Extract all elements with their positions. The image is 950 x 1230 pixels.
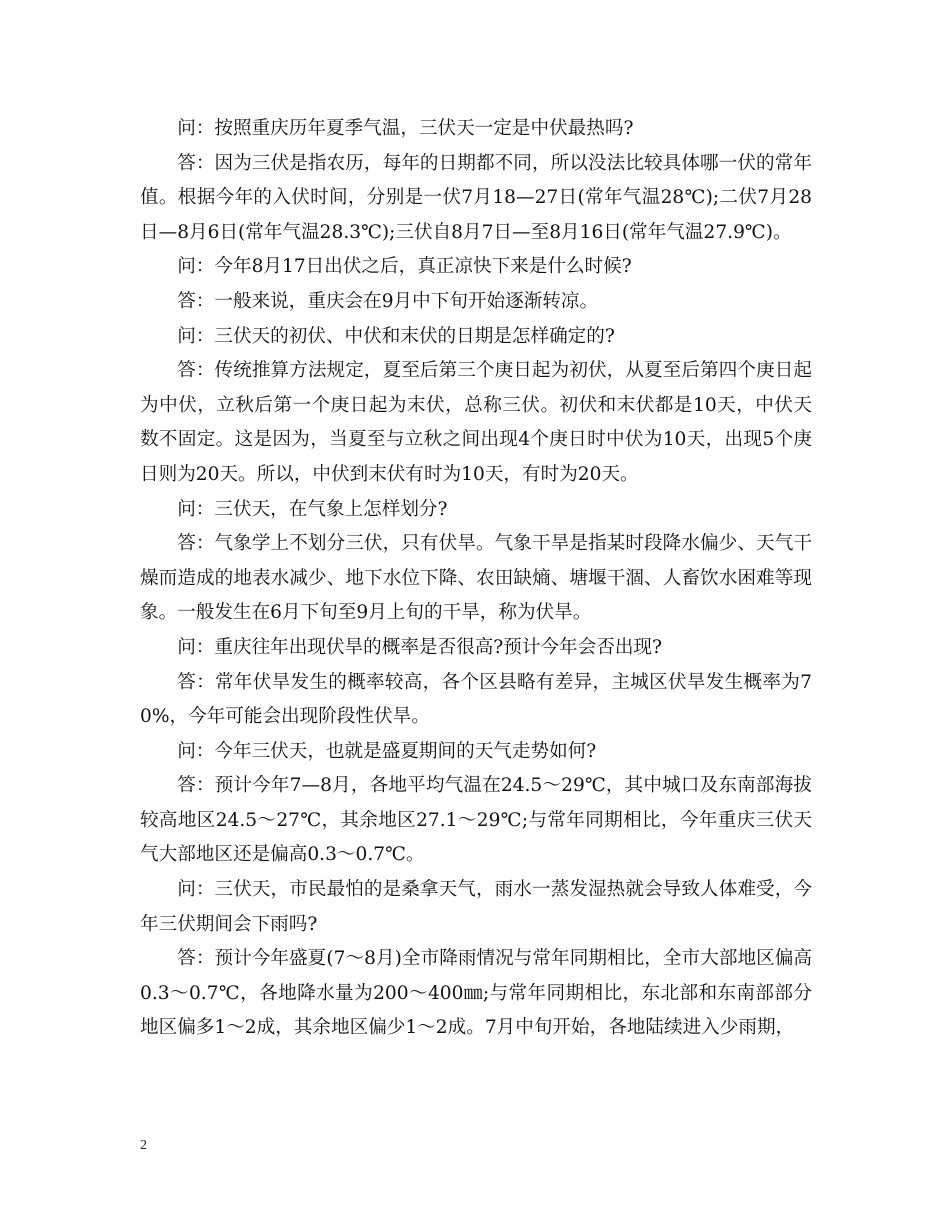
paragraph-answer-6: 答：预计今年7—8月，各地平均气温在24.5～29℃，其中城口及东南部海拔较高地区24.5～27℃，其余地区27.1～29℃;与常年同期相比，今年重庆三伏天气大部地区还是偏高0.3～0.7℃。 <box>140 775 812 866</box>
paragraph-answer-7: 答：预计今年盛夏(7～8月)全市降雨情况与常年同期相比，全市大部地区偏高0.3～0.7℃，各地降水量为200～400㎜;与常年同期相比，东北部和东南部部分地区偏多1～2成，其余地区偏少1～2成。7月中旬开始，各地陆续进入少雨期， <box>140 948 812 1039</box>
paragraph-answer-4: 答：气象学上不划分三伏，只有伏旱。气象干旱是指某时段降水偏少、天气干燥而造成的地表水减少、地下水位下降、农田缺熵、塘堰干涸、人畜饮水困难等现象。一般发生在6月下旬至9月上旬的干旱，称为伏旱。 <box>140 533 812 624</box>
paragraph-question-3: 问：三伏天的初伏、中伏和末伏的日期是怎样确定的? <box>177 325 615 347</box>
paragraph-question-6: 问：今年三伏天，也就是盛夏期间的天气走势如何? <box>177 740 597 762</box>
paragraph-answer-1: 答：因为三伏是指农历，每年的日期都不同，所以没法比较具体哪一伏的常年值。根据今年的入伏时间，分别是一伏7月18—27日(常年气温28℃);二伏7月28日—8月6日(常年气温28.3℃);三伏自8月7日—至8月16日(常年气温27.9℃)。 <box>140 152 812 243</box>
paragraph-answer-3: 答：传统推算方法规定，夏至后第三个庚日起为初伏，从夏至后第四个庚日起为中伏，立秋后第一个庚日起为末伏，总称三伏。初伏和末伏都是10天，中伏天数不固定。这是因为，当夏至与立秋之间出现4个庚日时中伏为10天，出现5个庚日则为20天。所以，中伏到末伏有时为10天，有时为20天。 <box>140 360 812 485</box>
paragraph-answer-2: 答：一般来说，重庆会在9月中下旬开始逐渐转凉。 <box>177 290 599 312</box>
paragraph-question-7: 问：三伏天，市民最怕的是桑拿天气，雨水一蒸发湿热就会导致人体难受，今年三伏期间会下雨吗? <box>140 879 812 935</box>
page-number: 2 <box>140 1138 147 1153</box>
paragraph-question-5: 问：重庆往年出现伏旱的概率是否很高?预计今年会否出现? <box>177 636 662 658</box>
document-body <box>140 112 812 1046</box>
paragraph-question-2: 问：今年8月17日出伏之后，真正凉快下来是什么时候? <box>177 256 632 278</box>
paragraph-question-1: 问：按照重庆历年夏季气温，三伏天一定是中伏最热吗? <box>177 118 634 139</box>
paragraph-question-4: 问：三伏天，在气象上怎样划分? <box>177 498 448 520</box>
paragraph-answer-5: 答：常年伏旱发生的概率较高，各个区县略有差异，主城区伏旱发生概率为70%，今年可能会出现阶段性伏旱。 <box>140 671 812 728</box>
